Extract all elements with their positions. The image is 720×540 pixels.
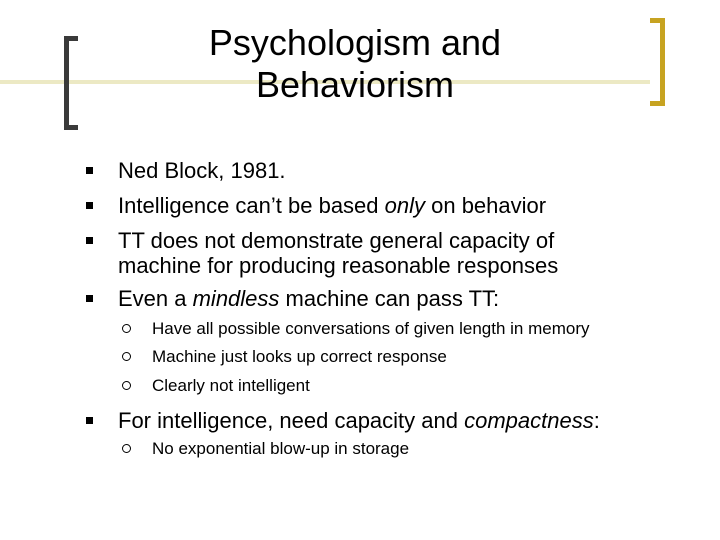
square-bullet-icon: [86, 167, 93, 174]
circle-bullet-icon: [122, 444, 131, 453]
sub-bullet-text: Machine just looks up correct response: [152, 347, 447, 366]
bullet-text: For intelligence, need capacity and compactness:: [118, 408, 600, 433]
circle-bullet-icon: [122, 352, 131, 361]
sub-bullet-text: No exponential blow-up in storage: [152, 439, 410, 458]
circle-bullet-icon: [122, 324, 131, 333]
square-bullet-icon: [86, 295, 93, 302]
sub-bullet-text: Have all possible conversations of given length in memory: [152, 319, 590, 338]
left-bracket-decoration: [64, 36, 69, 130]
square-bullet-icon: [86, 202, 93, 209]
bullet-text: TT does not demonstrate general capacity of machine for producing reasonable responses: [118, 228, 559, 278]
square-bullet-icon: [86, 417, 93, 424]
slide-title-line: Behaviorism: [255, 64, 455, 105]
left-bracket-bottom: [64, 125, 78, 130]
left-bracket-top: [64, 36, 78, 41]
bullet-text: Ned Block, 1981.: [118, 158, 286, 183]
right-bracket-decoration: [660, 18, 665, 106]
slide-title: [130, 22, 580, 106]
slide-title-line: Psychologism and: [208, 22, 502, 63]
square-bullet-icon: [86, 237, 93, 244]
bullet-text: Even a mindless machine can pass TT:: [118, 286, 500, 311]
right-bracket-top: [650, 18, 665, 23]
bullet-text: Intelligence can’t be based only on behavior: [118, 193, 547, 218]
right-bracket-bottom: [650, 101, 665, 106]
sub-bullet-text: Clearly not intelligent: [152, 376, 310, 395]
circle-bullet-icon: [122, 381, 131, 390]
